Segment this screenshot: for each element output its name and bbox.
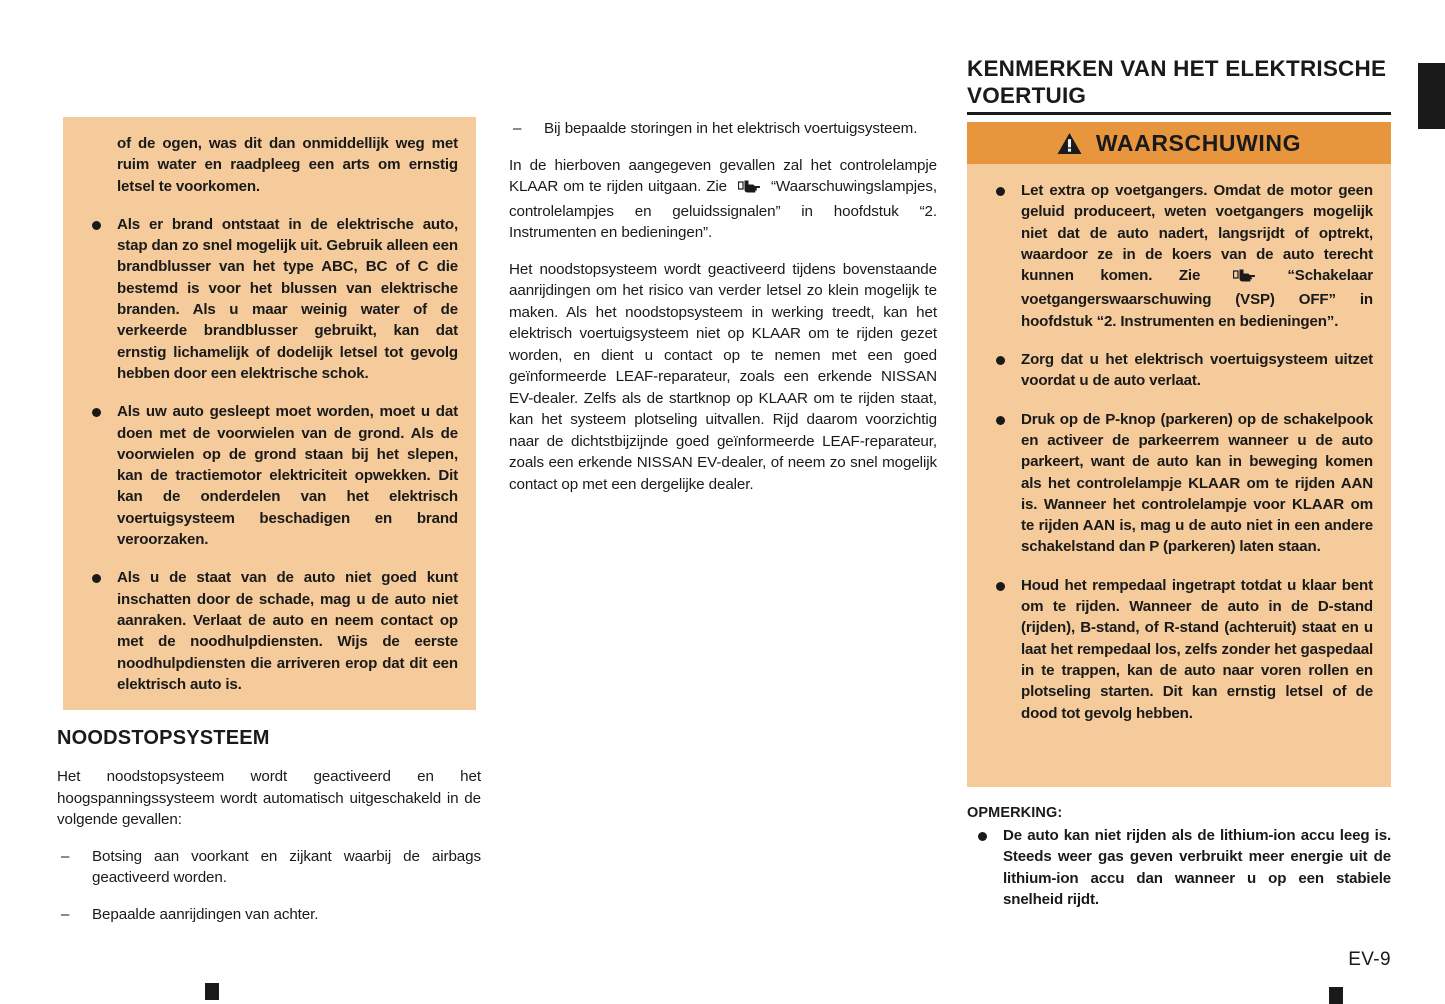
pointing-hand-icon bbox=[738, 179, 760, 201]
caution-box-left bbox=[63, 117, 476, 710]
list-item: Druk op de P-knop (parkeren) op de schakelpook en activeer de parkeerrem wanneer u de auto parkeert, want de auto kan in beweging komen als het controlelampje KLAAR om te rijden AAN is. Wanneer het controlelampje voor KLAAR om te rijden AAN is, mag u de auto niet in een andere schakelstand dan P (parkeren) laten staan. bbox=[985, 409, 1373, 558]
list-item: – Bij bepaalde storingen in het elektrisch voertuigsysteem. bbox=[509, 118, 937, 140]
chapter-heading-block bbox=[967, 55, 1391, 115]
page-title: KENMERKEN VAN HET ELEKTRISCHE VOERTUIG bbox=[967, 55, 1391, 115]
list-item: – Bepaalde aanrijdingen van achter. bbox=[57, 904, 481, 926]
pointing-hand-icon bbox=[1233, 268, 1255, 289]
reference-text-after: “Waarschuwingslampjes, controlelampjes en geluidssignalen” in hoofdstuk “2. Instrumenten en bedieningen”. bbox=[509, 178, 938, 241]
warning-text-before: Let extra op voetgangers. Omdat de motor geen geluid produceert, weten voetgangers mogelijk niet dat de auto nadert, langsrijdt of optrekt, waardoor ze in de koers van de auto terecht kunnen komen. Zie bbox=[1021, 182, 1373, 285]
warning-box-title: WAARSCHUWING bbox=[1095, 129, 1302, 156]
note-block bbox=[967, 805, 1391, 910]
reference-paragraph bbox=[509, 155, 937, 244]
list-item: Als er brand ontstaat in de elektrische auto, stap dan zo snel mogelijk uit. Gebruik alleen een brandblusser van het type ABC, BC of C die bestemd is voor het blussen van elektrische branden. Als u maar weinig water of de verkeerde brandblusser gebruikt, kan dat ernstig lichamelijk of dodelijk letsel tot gevolg hebben door een elektrische schok. bbox=[81, 214, 458, 384]
page-number: EV-9 bbox=[1348, 949, 1391, 970]
chapter-tab-marker bbox=[1418, 63, 1445, 129]
warning-text-after: “Schakelaar voetgangerswaarschuwing (VSP) OFF” in hoofdstuk “2. Instrumenten en bedieningen”. bbox=[1021, 267, 1373, 330]
note-label: OPMERKING: bbox=[967, 805, 1063, 821]
list-item: Houd het rempedaal ingetrapt totdat u klaar bent om te rijden. Wanneer de auto in de D-stand (rijden), B-stand, of R-stand (achteruit) staat en u laat het rempedaal los, zelfs zonder het gaspedaal in te trappen, kan de auto naar voren rollen en plotseling starten. Dit kan ernstig letsel of de dood tot gevolg hebben. bbox=[985, 575, 1373, 724]
list-item: of de ogen, was dit dan onmiddellijk weg met ruim water en raadpleeg een arts om ernstig letsel te voorkomen. bbox=[117, 135, 458, 195]
noodstop-detail-paragraph: Het noodstopsysteem wordt geactiveerd tijdens bovenstaande aanrijdingen om het risico van verder letsel zo klein mogelijk te maken. Als het noodstopsysteem in werking treedt, kan het elektrisch voertuigsysteem niet op KLAAR om te rijden gezet worden, en dient u contact op te nemen met een goed geïnformeerde LEAF-reparateur, zoals een erkende NISSAN EV-dealer. Zelfs als de startknop op KLAAR om te rijden staat, kan het systeem plotseling uitvallen. Rijd daarom voorzichtig naar de dichtstbijzijnde goed geïnformeerde LEAF-reparateur, zoals een erkende NISSAN EV-dealer, of neem zo snel mogelijk contact op met een dergelijke dealer. bbox=[509, 260, 937, 493]
list-item: Als u de staat van de auto niet goed kunt inschatten door de schade, mag u de auto niet aanraken. Verlaat de auto en neem contact op met de noodhulpdiensten. Wijs de eerste noodhulpdiensten die arriveren erop dat dit een elektrisch auto is. bbox=[81, 567, 458, 695]
note-bullet-list bbox=[967, 825, 1391, 910]
list-item: – Botsing aan voorkant en zijkant waarbij de airbags geactiveerd worden. bbox=[57, 846, 481, 889]
noodstopsysteem-section bbox=[57, 727, 481, 940]
section-title: NOODSTOPSYSTEEM bbox=[57, 727, 270, 749]
reference-text-before: In de hierboven aangegeven gevallen zal het controlelampje KLAAR om te rijden uitgaan. Zie bbox=[509, 156, 937, 195]
section-intro-paragraph: Het noodstopsysteem wordt geactiveerd en het hoogspanningssysteem wordt automatisch uitgeschakeld in de volgende gevallen: bbox=[57, 768, 481, 828]
noodstop-dash-list bbox=[57, 846, 481, 926]
list-item: Zorg dat u het elektrisch voertuigsysteem uitzet voordat u de auto verlaat. bbox=[985, 349, 1373, 392]
middle-dash-list bbox=[509, 118, 937, 140]
list-item: De auto kan niet rijden als de lithium-ion accu leeg is. Steeds weer gas geven verbruikt meer energie uit de lithium-ion accu dan wanneer u op een stabiele snelheid rijdt. bbox=[967, 825, 1391, 910]
warning-bullet-list bbox=[985, 180, 1373, 724]
warning-box-header bbox=[967, 122, 1391, 164]
list-item: Als uw auto gesleept moet worden, moet u dat doen met de voorwielen van de grond. Als de voorwielen op de grond staan bij het slepen, kan de tractiemotor elektriciteit opwekken. Dit kan de onderdelen van het elektrisch voertuigsysteem beschadigen en brand veroorzaken. bbox=[81, 401, 458, 550]
list-item bbox=[985, 180, 1373, 332]
warning-box-body bbox=[967, 164, 1391, 734]
caution-bullet-list bbox=[81, 133, 458, 695]
middle-column bbox=[509, 118, 937, 495]
crop-mark-left bbox=[205, 983, 219, 1000]
warning-triangle-icon bbox=[1057, 132, 1082, 155]
crop-mark-right bbox=[1329, 987, 1343, 1004]
warning-box-right bbox=[967, 122, 1391, 787]
